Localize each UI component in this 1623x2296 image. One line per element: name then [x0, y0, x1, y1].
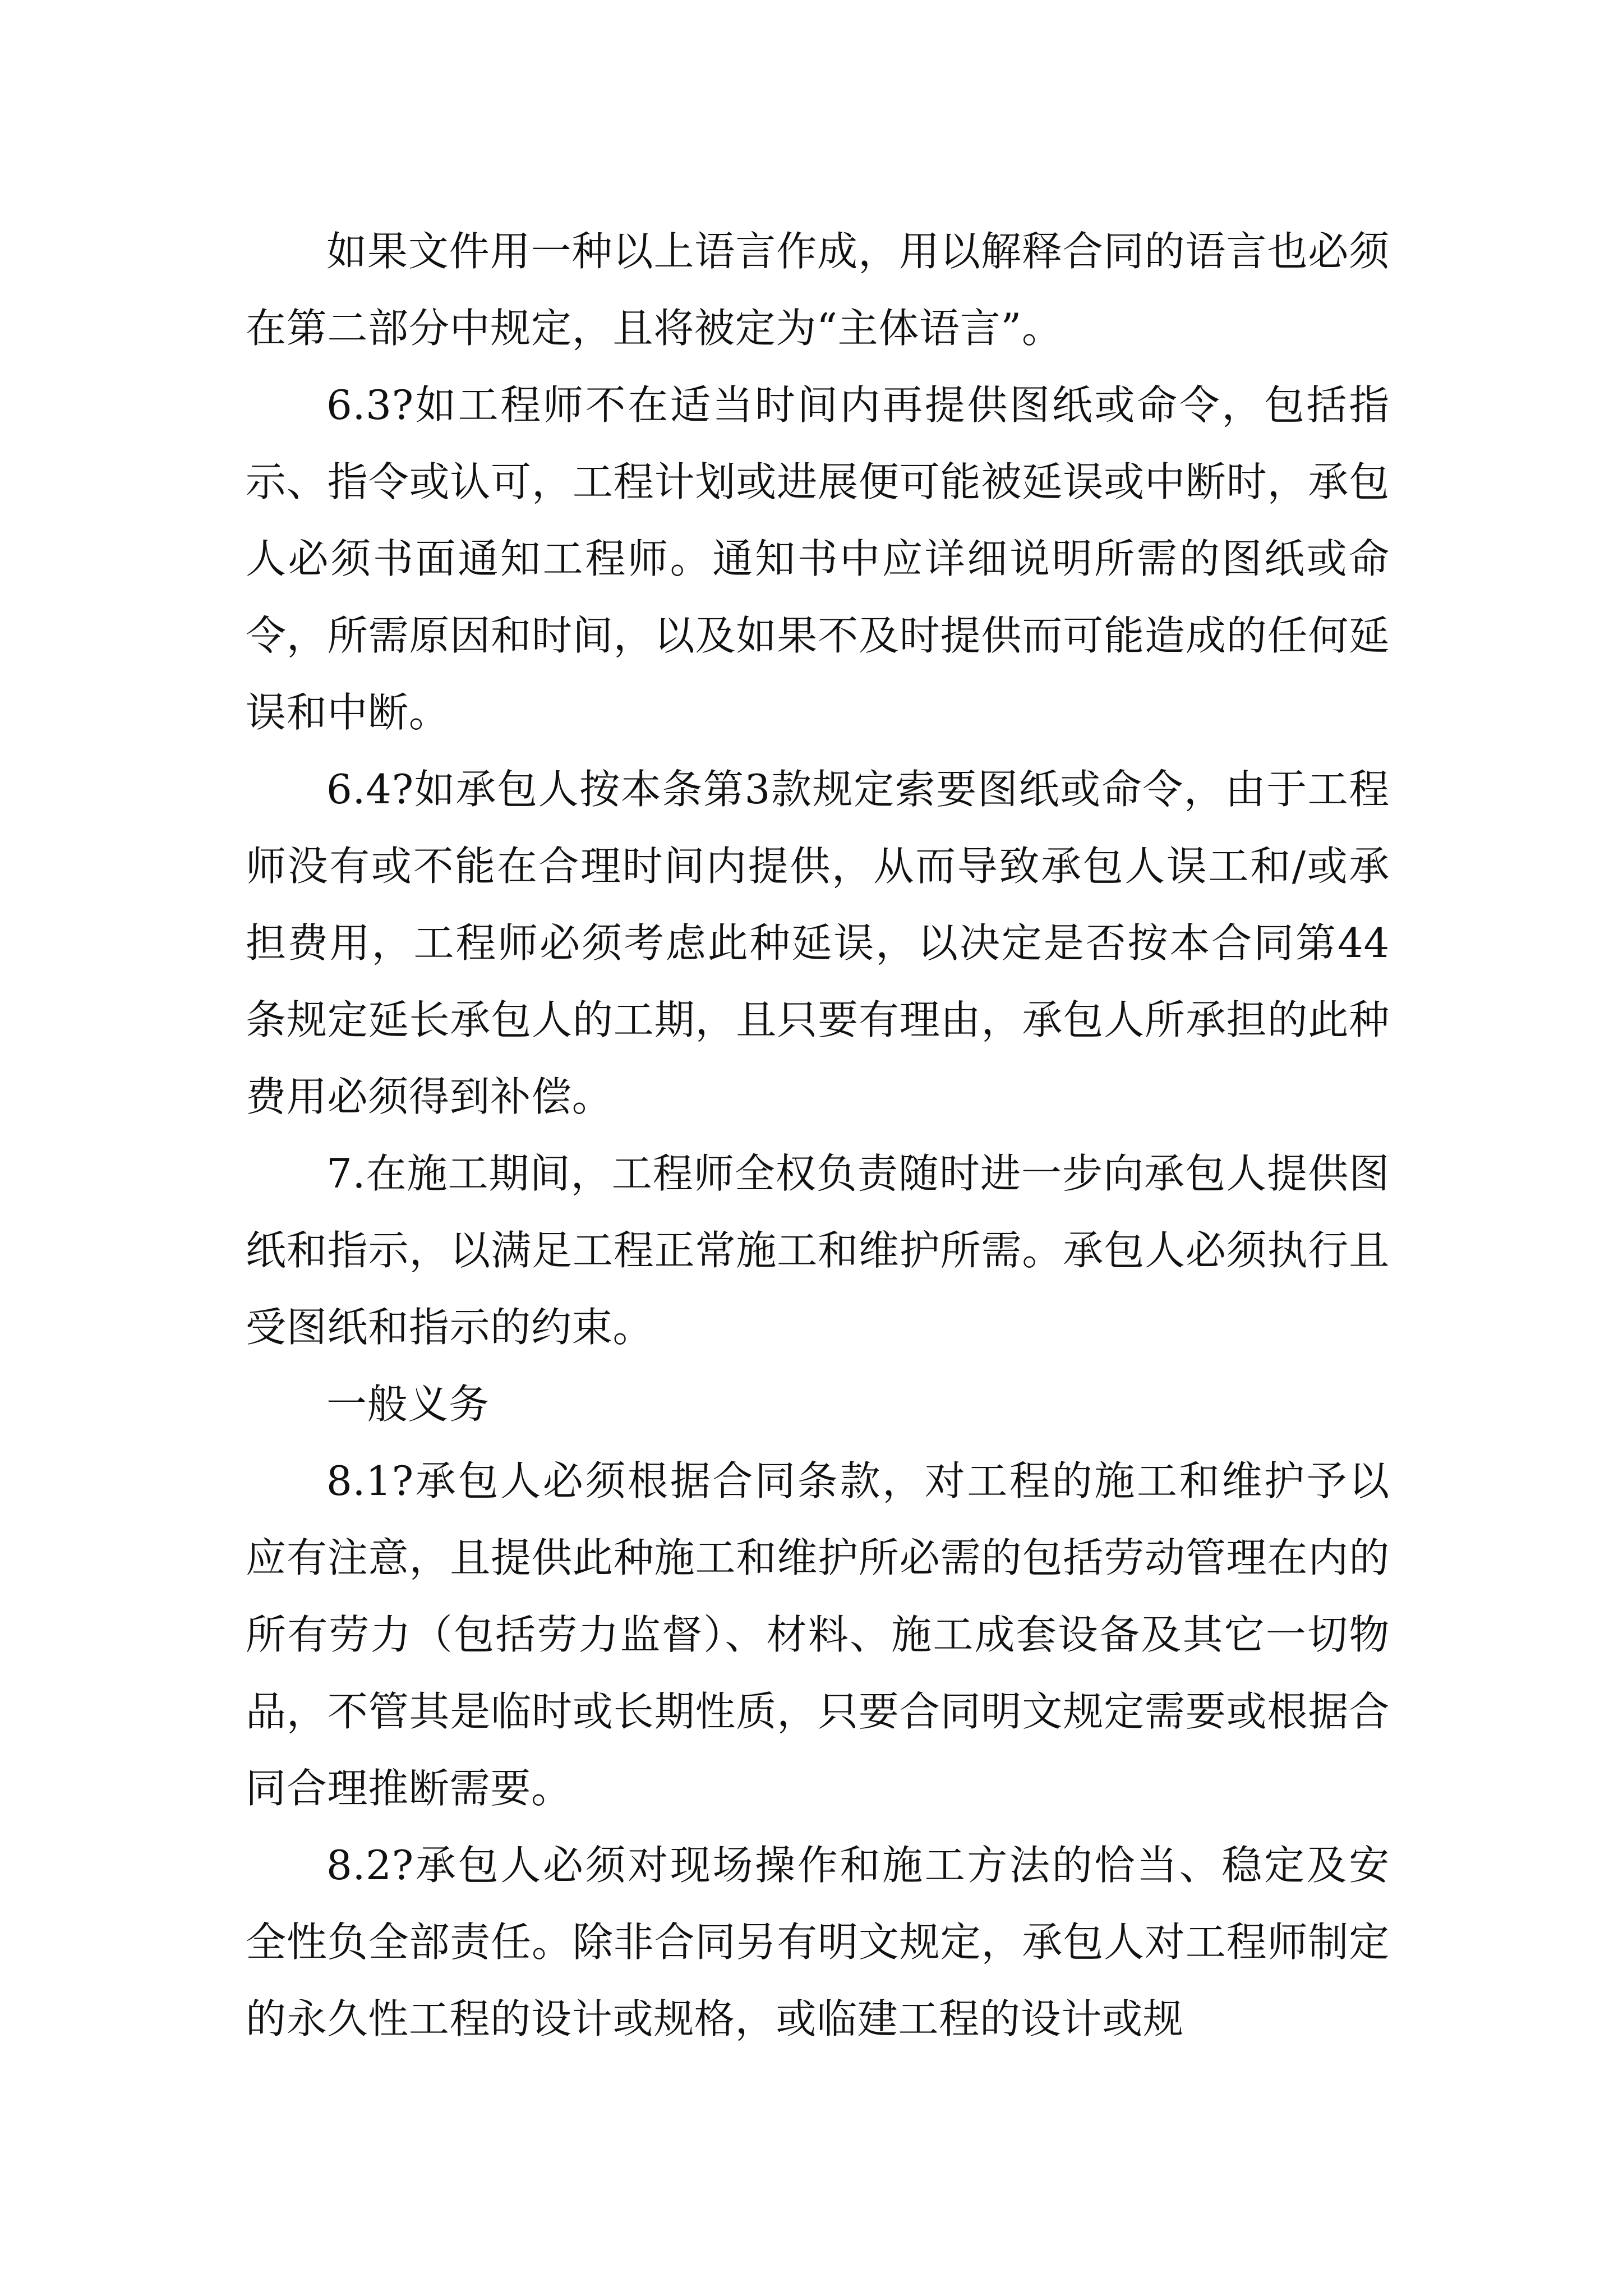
paragraph-6-4: 6.4?如承包人按本条第3款规定索要图纸或命令，由于工程师没有或不能在合理时间内提供，从而导致承包人误工和/或承担费用，工程师必须考虑此种延误，以决定是否按本合同第44条规定延长承包人的工期，且只要有理由，承包人所承担的此种费用必须得到补偿。: [246, 766, 1390, 1120]
paragraph-8-1: 8.1?承包人必须根据合同条款，对工程的施工和维护予以应有注意，且提供此种施工和维护所必需的包括劳动管理在内的所有劳力（包括劳力监督）、材料、施工成套设备及其它一切物品，不管其是临时或长期性质，只要合同明文规定需要或根据合同合理推断需要。: [246, 1457, 1390, 1812]
body-text: [246, 213, 1390, 2058]
paragraph-7: 7.在施工期间，工程师全权负责随时进一步向承包人提供图纸和指示，以满足工程正常施工和维护所需。承包人必须执行且受图纸和指示的约束。: [246, 1150, 1390, 1351]
section-heading-general-obligations: 一般义务: [326, 1381, 490, 1428]
paragraph-6-3: 6.3?如工程师不在适当时间内再提供图纸或命令，包括指示、指令或认可，工程计划或进展便可能被延误或中断时，承包人必须书面通知工程师。通知书中应详细说明所需的图纸或命令，所需原因和时间，以及如果不及时提供而可能造成的任何延误和中断。: [246, 381, 1390, 736]
paragraph-8-2: 8.2?承包人必须对现场操作和施工方法的恰当、稳定及安全性负全部责任。除非合同另有明文规定，承包人对工程师制定的永久性工程的设计或规格，或临建工程的设计或规: [246, 1842, 1390, 2042]
paragraph-main-language: 如果文件用一种以上语言作成，用以解释合同的语言也必须在第二部分中规定，且将被定为“主体语言”。: [246, 228, 1390, 352]
